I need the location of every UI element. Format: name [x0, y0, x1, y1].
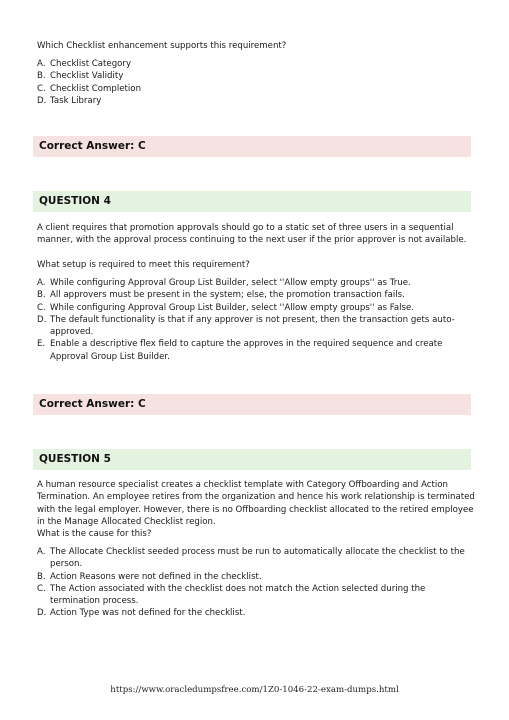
option-d: D. Action Type was not defined for the checklist. — [37, 608, 246, 619]
question-4-heading: QUESTION 4 — [33, 191, 471, 212]
question-3-options — [37, 58, 477, 107]
option-c: C. While configuring Approval Group List Builder, select ''Allow empty groups'' as False. — [37, 302, 415, 313]
option-a: A. Checklist Category — [37, 59, 132, 69]
correct-answer-banner: Correct Answer: C — [33, 394, 471, 415]
option-c: C. Checklist Completion — [37, 83, 142, 94]
option-a: A. The Allocate Checklist seeded process must be run to automatically allocate the checklist to the person. — [37, 547, 465, 570]
question-5-prompt: What is the cause for this? — [37, 529, 152, 539]
question-5-scenario: A human resource specialist creates a checklist template with Category Offboarding and Action Termination. An employee retires from the organization and hence his work relationship is terminated with the legal employer. However, there is no Offboarding checklist allocated to the retired employee in the Manage Allocated Checklist region. — [37, 480, 475, 527]
option-b: B. Checklist Validity — [37, 71, 124, 82]
question-5-heading: QUESTION 5 — [33, 449, 471, 470]
option-d: D. The default functionality is that if any approver is not present, then the transaction gets auto-approved. — [37, 314, 455, 338]
question-4-prompt: What setup is required to meet this requirement? — [37, 260, 250, 270]
question-3-prompt: Which Checklist enhancement supports this requirement? — [37, 41, 287, 51]
option-b: B. All approvers must be present in the system; else, the promotion transaction fails. — [37, 290, 405, 301]
correct-answer-banner: Correct Answer: C — [33, 136, 471, 157]
footer-url[interactable]: https://www.oracledumpsfree.com/1Z0-1046-22-exam-dumps.html — [110, 685, 399, 695]
option-c: C. The Action associated with the checklist does not match the Action selected during the termination process. — [37, 583, 426, 607]
question-5-options — [37, 546, 477, 620]
question-4-scenario: A client requires that promotion approvals should go to a static set of three users in a sequential manner, with the approval process continuing to the next user if the prior approver is not available. — [37, 223, 467, 246]
question-4-options — [37, 277, 477, 363]
option-e: E. Enable a descriptive flex field to capture the approves in the required sequence and create Approval Group List Builder. — [37, 339, 443, 362]
option-a: A. While configuring Approval Group List Builder, select ''Allow empty groups'' as True. — [37, 278, 411, 288]
option-d: D. Task Library — [37, 95, 102, 106]
option-b: B. Action Reasons were not defined in the checklist. — [37, 571, 262, 582]
